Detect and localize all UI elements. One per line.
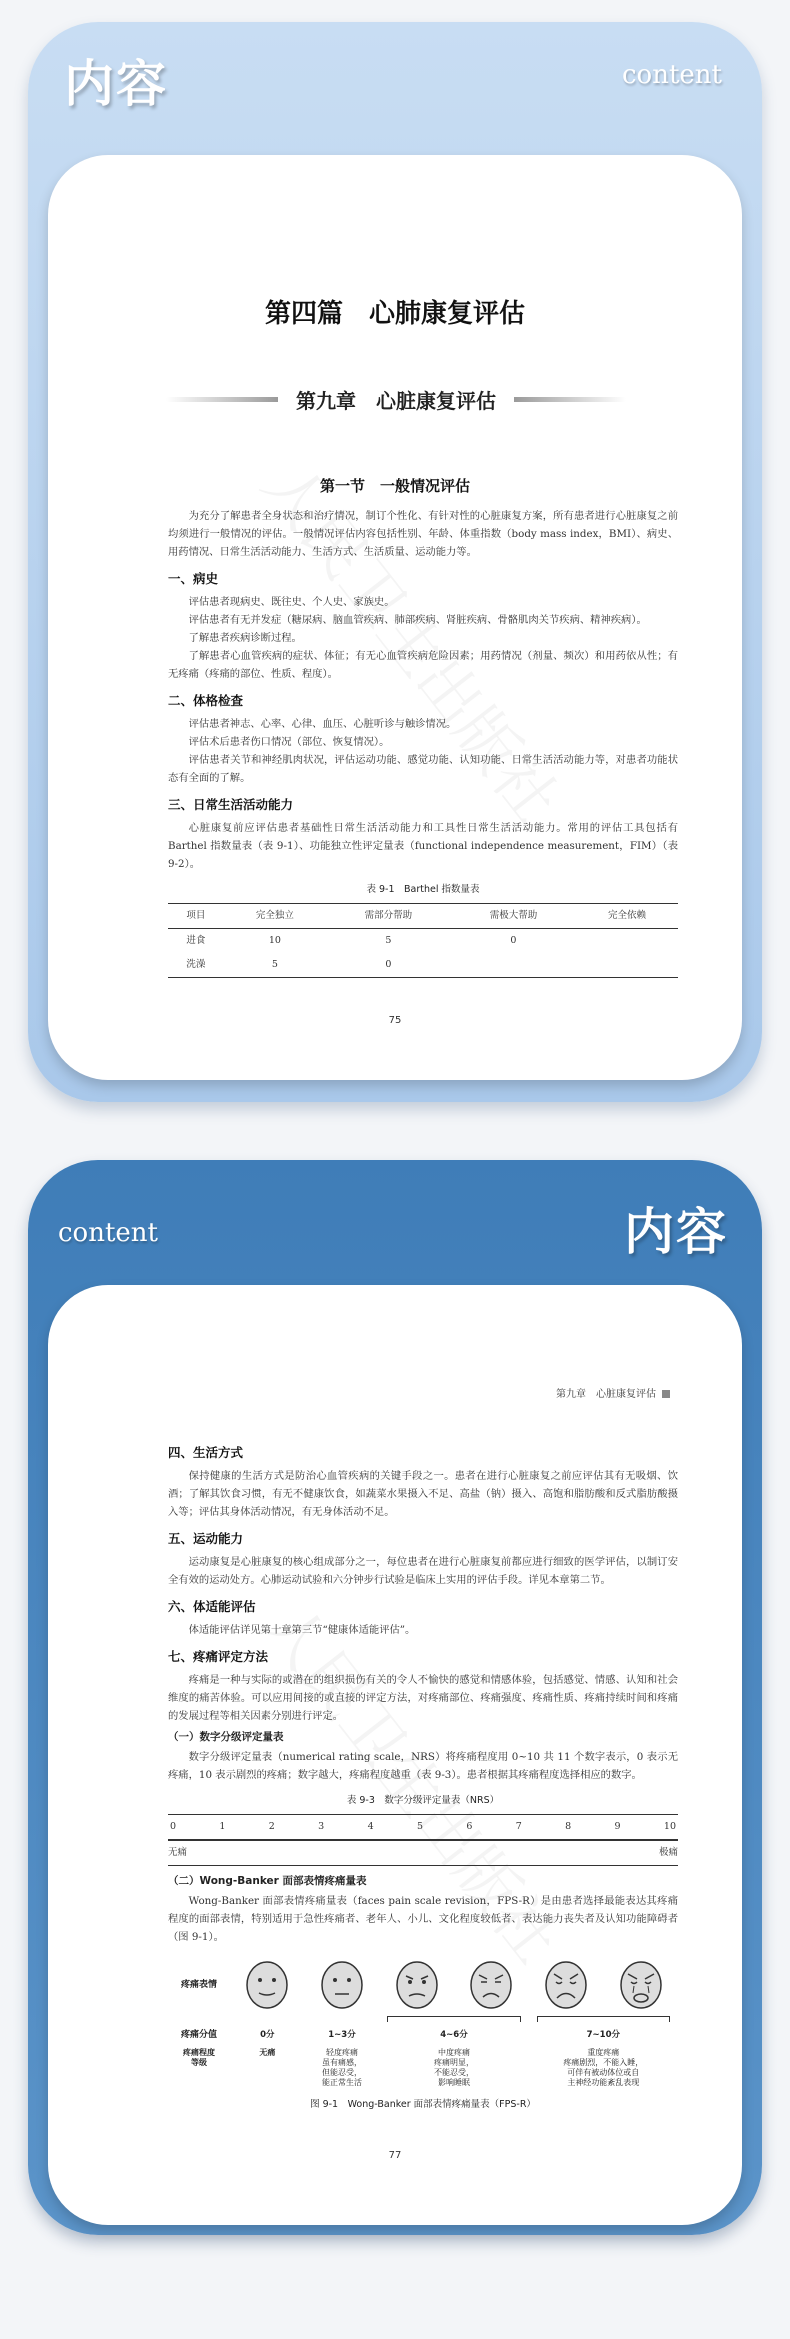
nrs-number: 8 (565, 1821, 572, 1832)
face-0-icon (230, 1960, 305, 2010)
table-header: 完全依赖 (576, 904, 678, 929)
section-title: 第一节 一般情况评估 (319, 477, 470, 495)
paragraph: 疼痛是一种与实际的或潜在的组织损伤有关的令人不愉快的感觉和情感体验，包括感觉、情感、认知和社会维度的痛苦体验。可以应用间接的或直接的评定方法，对疼痛部位、疼痛强度、疼痛性质、疼痛持续时间和疼痛的发展过程等相关因素分别进行评定。 (168, 1674, 678, 1722)
table-cell: 进食 (186, 935, 206, 946)
chapter-rule-left (166, 397, 278, 402)
table-cell: 洗澡 (168, 953, 224, 978)
header-title-cn: 内容 (64, 55, 168, 113)
nrs-number: 3 (318, 1821, 325, 1832)
face-6-icon (454, 1960, 529, 2010)
table-cell: 5 (224, 953, 326, 978)
nrs-right-label: 极痛 (658, 1847, 678, 1858)
score-cell: 7~10分 (586, 2030, 620, 2040)
table-cell (576, 929, 678, 954)
paragraph: 评估患者有无并发症（糖尿病、脑血管疾病、肺部疾病、肾脏疾病、骨骼肌肉关节疾病、精神疾病）。 (188, 614, 647, 626)
nrs-number: 7 (515, 1821, 522, 1832)
book-page-77 (48, 1285, 742, 2225)
level-cell: 重度疼痛 疼痛剧烈，不能入睡， 可伴有被动体位或自 主神经功能紊乱表现 (563, 2048, 644, 2087)
nrs-line (168, 1839, 678, 1841)
table-cell: 0 (326, 953, 451, 978)
square-marker-icon (662, 1390, 670, 1398)
subheading-nrs: （一）数字分级评定量表 (168, 1731, 284, 1743)
nrs-number: 10 (663, 1821, 676, 1832)
running-head-text: 第九章 心脏康复评估 (556, 1389, 656, 1400)
nrs-numbers (168, 1814, 678, 1836)
score-cell: 0分 (260, 2030, 275, 2040)
page-number: 77 (388, 2150, 402, 2161)
chapter-rule-right (514, 397, 626, 402)
table-cell: 0 (510, 935, 517, 946)
paragraph: 了解患者心血管疾病的症状、体征；有无心血管疾病危险因素；用药情况（剂量、频次）和用药依从性；有无疼痛（疼痛的部位、性质、程度）。 (168, 650, 678, 680)
level-row (168, 2048, 678, 2088)
table-header: 需极大帮助 (451, 904, 576, 929)
score-cell: 1~3分 (328, 2030, 356, 2040)
header-title-en: content (622, 60, 722, 90)
heading-exercise-capacity: 五、运动能力 (168, 1531, 244, 1546)
paragraph: 评估患者神志、心率、心律、血压、心脏听诊与触诊情况。 (188, 718, 457, 730)
heading-fitness: 六、体适能评估 (168, 1599, 256, 1614)
paragraph: 数字分级评定量表（numerical rating scale，NRS）将疼痛程度用 0~10 共 11 个数字表示，0 表示无疼痛，10 表示剧烈的疼痛；数字越大，疼痛程度越重（表 9-3）。患者根据其疼痛程度选择相应的数字。 (168, 1751, 678, 1781)
intro-paragraph: 为充分了解患者全身状态和治疗情况，制订个性化、有针对性的心脏康复方案，所有患者进行心脏康复之前均须进行一般情况的评估。一般情况评估内容包括性别、年龄、体重指数（body mass index，BMI）、病史、用药情况、日常生活活动能力、生活方式、生活质量、运动能力等。 (168, 510, 678, 558)
heading-lifestyle: 四、生活方式 (168, 1445, 244, 1460)
table-cell (451, 953, 576, 978)
nrs-number: 1 (219, 1821, 226, 1832)
page-75-body (168, 507, 678, 978)
table-header: 需部分帮助 (326, 904, 451, 929)
nrs-number: 2 (268, 1821, 275, 1832)
level-cell: 轻度疼痛 虽有痛感， 但能忍受， 能正常生活 (321, 2048, 362, 2087)
heading-pain-assessment: 七、疼痛评定方法 (168, 1649, 269, 1664)
faces-row (168, 1956, 678, 2014)
paragraph: 体适能评估详见第十章第三节“健康体适能评估”。 (188, 1624, 416, 1636)
level-cell: 中度疼痛 疼痛明显， 不能忍受， 影响睡眠 (433, 2048, 474, 2087)
table-caption: 表 9-1 Barthel 指数量表 (366, 884, 480, 895)
paragraph: Wong-Banker 面部表情疼痛量表（faces pain scale revision，FPS-R）是由患者选择最能表达其疼痛程度的面部表情，特别适用于急性疼痛者、老年人、小儿、文化程度较低者、表达能力丧失者及认知功能障碍者（图 9-1）。 (168, 1895, 678, 1943)
table-header: 项目 (168, 904, 224, 929)
face-8-icon (529, 1960, 604, 2010)
heading-physical-exam: 二、体格检查 (168, 693, 244, 708)
face-10-icon (603, 1960, 678, 2010)
heading-history: 一、病史 (168, 571, 219, 586)
paragraph: 评估患者关节和神经肌肉状况，评估运动功能、感觉功能、认知功能、日常生活活动能力等，对患者功能状态有全面的了解。 (168, 754, 678, 784)
face-2-icon (305, 1960, 380, 2010)
nrs-caption: 表 9-3 数字分级评定量表（NRS） (346, 1795, 500, 1806)
score-brackets (168, 2014, 678, 2022)
nrs-number: 6 (466, 1821, 473, 1832)
paragraph: 心脏康复前应评估患者基础性日常生活活动能力和工具性日常生活活动能力。常用的评估工具包括有 Barthel 指数量表（表 9-1）、功能独立性评定量表（functional independence measurement，FIM）（表 9-2）。 (168, 822, 678, 870)
nrs-end-labels (168, 1844, 678, 1866)
paragraph: 运动康复是心脏康复的核心组成部分之一，每位患者在进行心脏康复前都应进行细致的医学评估，以制订安全有效的运动处方。心肺运动试验和六分钟步行试验是临床上实用的评估手段。详见本章第二节。 (168, 1556, 678, 1586)
bracket-moderate (387, 2016, 520, 2022)
page-number: 75 (388, 1015, 402, 1026)
nrs-number: 4 (367, 1821, 374, 1832)
nrs-scale (168, 1814, 678, 1866)
score-cell: 4~6分 (440, 2030, 468, 2040)
table-cell: 5 (385, 935, 392, 946)
level-cell: 无痛 (259, 2048, 276, 2057)
score-row-label: 疼痛分值 (180, 2030, 217, 2040)
header-title-en: content (58, 1218, 158, 1248)
header-title-cn: 内容 (624, 1203, 728, 1261)
paragraph: 保持健康的生活方式是防治心血管疾病的关键手段之一。患者在进行心脏康复之前应评估其有无吸烟、饮酒；了解其饮食习惯，有无不健康饮食，如蔬菜水果摄入不足、高盐（钠）摄入、高饱和脂肪酸和反式脂肪酸摄入等；评估其身体活动情况，有无身体活动不足。 (168, 1470, 678, 1518)
figure-caption: 图 9-1 Wong-Banker 面部表情疼痛量表（FPS-R） (310, 2099, 536, 2110)
faces-pain-scale-figure (168, 1956, 678, 2114)
page-77-body (168, 1435, 678, 2114)
book-page-75 (48, 155, 742, 1080)
table-cell (576, 953, 678, 978)
bracket-severe (537, 2016, 670, 2022)
table-header: 完全独立 (224, 904, 326, 929)
heading-adl: 三、日常生活活动能力 (168, 797, 294, 812)
barthel-table (168, 903, 678, 978)
chapter-title: 第九章 心脏康复评估 (296, 389, 496, 413)
face-4-icon (379, 1960, 454, 2010)
nrs-number: 0 (170, 1821, 177, 1832)
running-head (556, 1385, 670, 1400)
chapter-heading (166, 385, 626, 414)
level-row-label: 疼痛程度 等级 (183, 2048, 215, 2067)
score-row (168, 2026, 678, 2044)
paragraph: 了解患者疾病诊断过程。 (188, 632, 302, 644)
paragraph: 评估术后患者伤口情况（部位、恢复情况）。 (188, 736, 390, 748)
subheading-wong-banker: （二）Wong-Banker 面部表情疼痛量表 (168, 1875, 367, 1887)
table-cell: 10 (268, 935, 281, 946)
paragraph: 评估患者现病史、既往史、个人史、家族史。 (188, 596, 395, 608)
nrs-number: 9 (614, 1821, 621, 1832)
nrs-left-label: 无痛 (168, 1847, 188, 1858)
nrs-number: 5 (416, 1821, 423, 1832)
faces-row-label: 疼痛表情 (180, 1980, 217, 1990)
part-title: 第四篇 心肺康复评估 (264, 299, 525, 329)
table-row (168, 929, 678, 954)
table-row (168, 953, 678, 978)
